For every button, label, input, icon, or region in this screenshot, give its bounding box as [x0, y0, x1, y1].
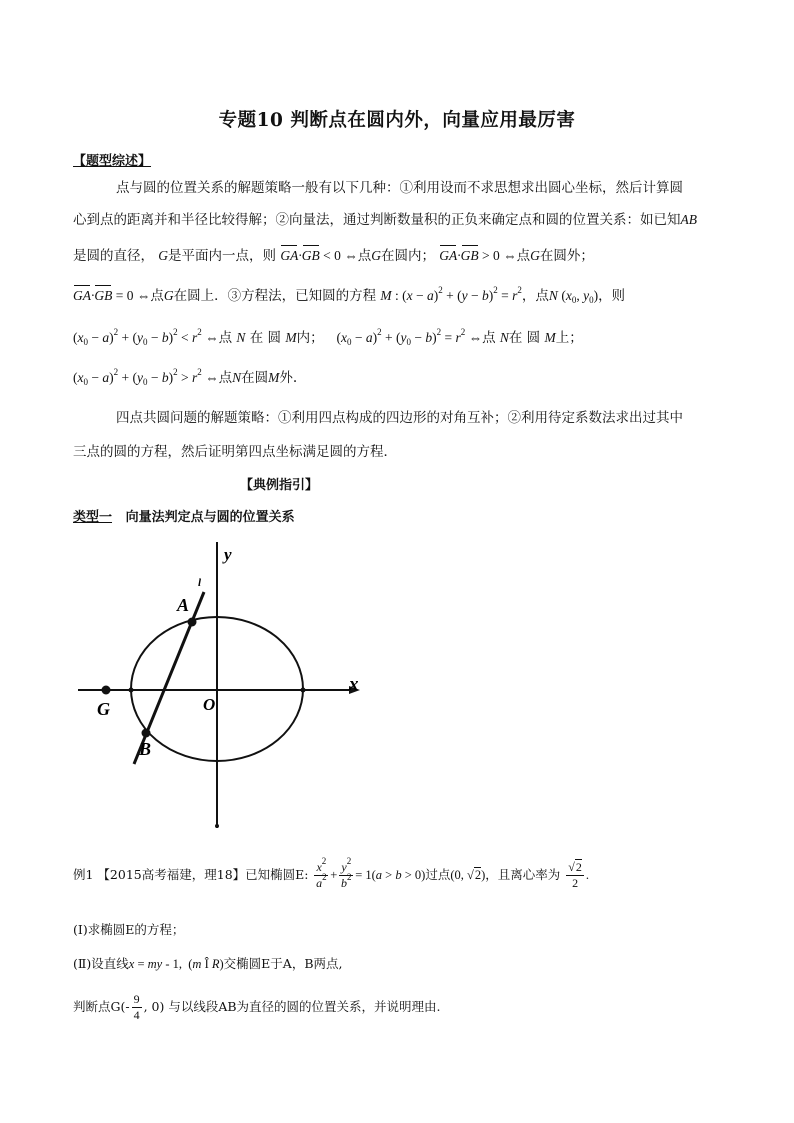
type-text: 向量法判定点与圆的位置关系 — [125, 510, 295, 525]
text-fragment: 点 — [150, 288, 164, 304]
text-fragment: 在 圆 — [249, 330, 282, 346]
overview-line-1: 点与圆的位置关系的解题策略一般有以下几种：①利用设而不求思想求出圆心坐标，然后计算圆 — [116, 180, 683, 196]
label-x: x — [349, 674, 359, 695]
text-fragment: 在圆外； — [539, 248, 594, 264]
text-fragment: 点 — [357, 248, 372, 264]
text-fragment: 点 — [218, 330, 233, 346]
text-fragment: 在圆内； — [380, 248, 435, 264]
text-fragment: ，则 — [598, 288, 626, 304]
text-fragment: 外. — [279, 370, 298, 386]
example1-statement: 例1 【2015高考福建，理18】已知椭圆E: $\frac{x^2}{a^2}$ + $\frac{y^2}{b^2}$ = 1(a > b > 0)过点(0, √2)，且离心率为 $\frac{√2}{2}$ . — [73, 856, 589, 890]
diameter-ab: AB — [680, 212, 697, 227]
overview-line-3: 是圆的直径， G是平面内一点，则 GA·GB < 0 ⇔点G在圆内； GA·GB > 0 ⇔点G在圆外； — [73, 248, 594, 264]
label-l: l — [198, 577, 202, 589]
text-fragment: 交椭圆E于A，B两点, — [223, 956, 343, 971]
text-fragment: 在 圆 — [508, 330, 541, 346]
example1-q1: (Ⅰ)求椭圆E的方程； — [73, 922, 185, 937]
text-fragment: , 0) 与以线段AB为直径的圆的位置关系，并说明理由. — [143, 999, 441, 1014]
ellipse-figure — [60, 530, 380, 840]
label-g: G — [97, 699, 110, 719]
text-fragment: ，点 — [521, 288, 549, 304]
text-fragment: 在圆上．③方程法，已知圆的方程 — [173, 288, 377, 304]
label-b: B — [139, 739, 152, 759]
strategy-line-2: 三点的圆的方程，然后证明第四点坐标满足圆的方程． — [73, 444, 397, 460]
example1-end: ，且离心率为 — [485, 867, 561, 882]
text-fragment: 点 — [218, 370, 233, 386]
point-g — [102, 686, 111, 695]
example1-q2: (Ⅱ)设直线x = my - 1, (m Î R)交椭圆E于A，B两点, — [73, 956, 343, 971]
y-axis-end-dot — [215, 824, 219, 828]
section-overview-heading: 【题型综述】 — [73, 154, 152, 169]
section-examples-heading: 【典例指引】 — [240, 478, 319, 493]
text-fragment: 点 — [482, 330, 496, 346]
text-fragment: 在圆 — [241, 370, 269, 386]
text-fragment: 是圆的直径， — [73, 248, 154, 264]
label-a: A — [177, 595, 190, 615]
strategy-line-1: 四点共圆问题的解题策略：①利用四点构成的四边形的对角互补；②利用待定系数法求出过其中 — [116, 410, 683, 426]
text-fragment: (Ⅱ)设直线 — [73, 956, 129, 971]
text-fragment: 上； — [555, 330, 583, 346]
overview-line-5: $(x_0 - a)^2 + (y_0 - b)^2 < r^2$ ⇔点 N 在 圆 M内； $(x_0 - a)^2 + (y_0 - b)^2 = r^2$ ⇔点 N在 圆 M上； — [73, 327, 583, 347]
ellipse-left-vertex — [129, 688, 134, 693]
page-title: 专题10 判断点在圆内外，向量应用最厉害 — [218, 110, 576, 131]
example1-prefix: 例1 【2015高考福建，理18】已知椭圆E: — [73, 867, 309, 882]
label-o: O — [203, 695, 216, 714]
type-label: 类型一 — [73, 510, 113, 525]
overview-line-2-text: 心到点的距离并和半径比较得解；②向量法，通过判断数量积的正负来确定点和圆的位置关系：如已知 — [73, 212, 681, 228]
text-fragment: 判断点G(- — [73, 999, 130, 1014]
example1-mid: 过点 — [425, 867, 451, 882]
text-fragment: 点 — [516, 248, 531, 264]
overview-line-2 — [73, 212, 697, 228]
overview-line-4: GA·GB = 0 ⇔点G在圆上．③方程法，已知圆的方程 M : $(x - a)^2 + (y - b)^2 = r^2$，点N ($x_0$, $y_0$)，则 — [73, 285, 626, 305]
example1-q3: 判断点G(- $\frac{9}{4}$ , 0) 与以线段AB为直径的圆的位置关系，并说明理由. — [73, 992, 441, 1022]
ellipse-right-vertex — [301, 688, 306, 693]
point-a — [188, 618, 197, 627]
type-heading — [73, 506, 295, 525]
text-fragment: 内； — [296, 330, 324, 346]
text-fragment: 是平面内一点，则 — [168, 248, 277, 264]
point-b — [142, 729, 151, 738]
overview-line-6: $(x_0 - a)^2 + (y_0 - b)^2 > r^2$ ⇔点N在圆M外. — [73, 367, 298, 387]
label-y: y — [224, 545, 232, 564]
